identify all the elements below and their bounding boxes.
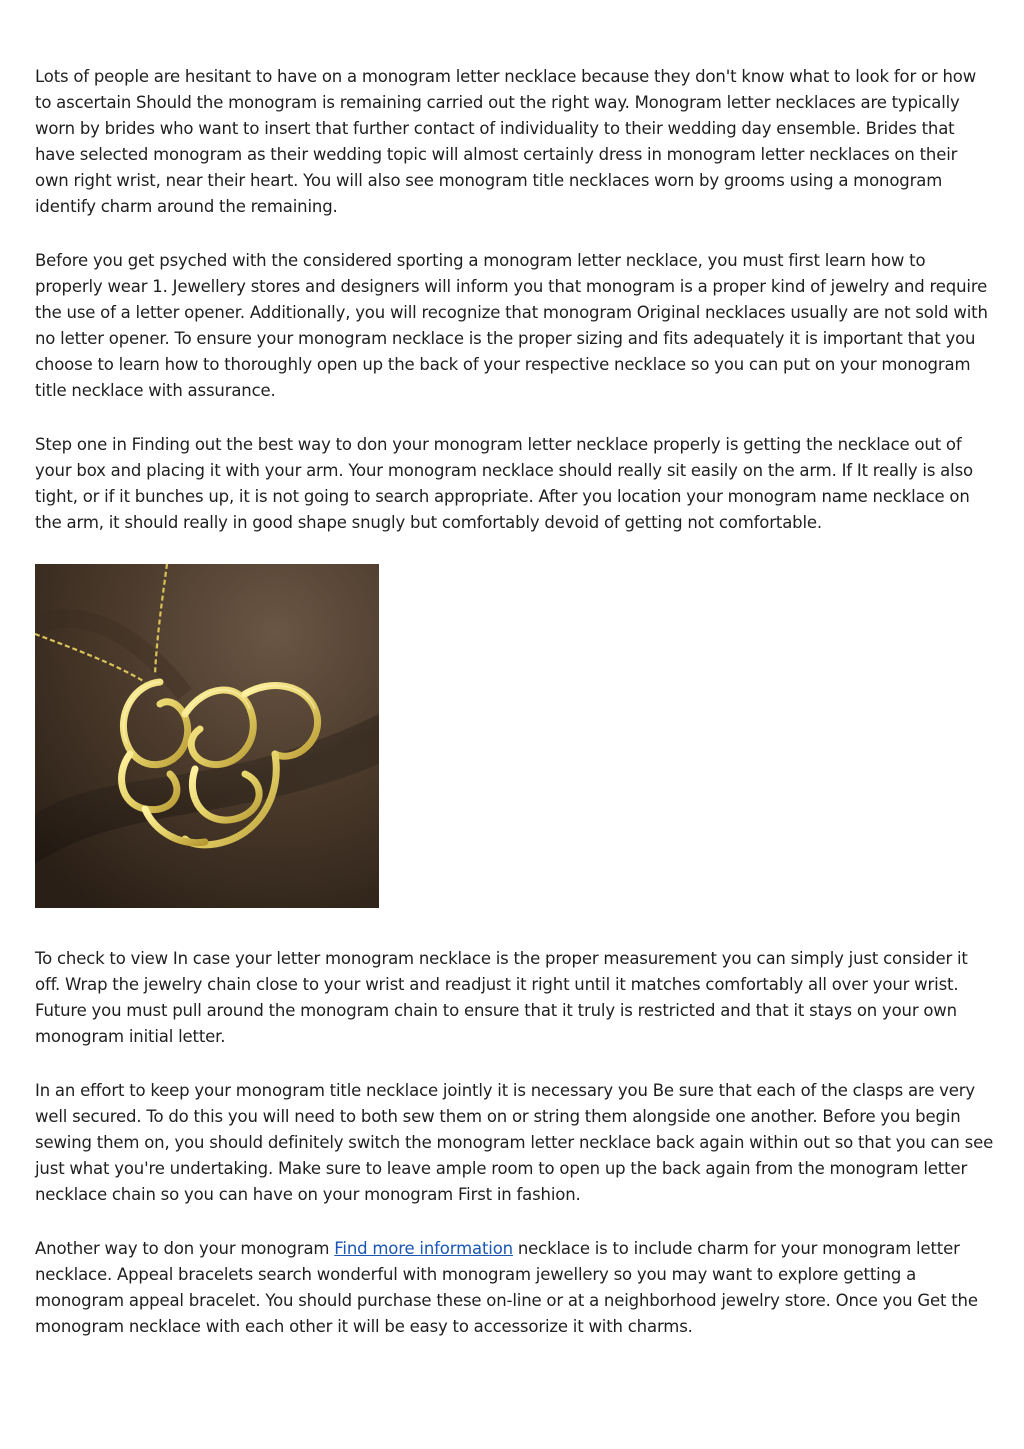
paragraph-6 xyxy=(35,1236,995,1340)
article-body xyxy=(35,64,995,1368)
paragraph-6-text-after: necklace is to include charm for your monogram letter necklace. Appeal bracelets search wonderful with monogram jewellery so you may want to explore getting a monogram appeal bracelet. You should purchase these on-line or at a neighborhood jewelry store. Once you Get the monogram necklace with each other it will be easy to accessorize it with charms. xyxy=(35,1239,978,1336)
paragraph-6-text-before: Another way to don your monogram xyxy=(35,1239,335,1258)
monogram-necklace-photo xyxy=(35,564,379,908)
paragraph-5: In an effort to keep your monogram title necklace jointly it is necessary you Be sure that each of the clasps are very well secured. To do this you will need to both sew them on or string them alongside one another. Before you begin sewing them on, you should definitely switch the monogram letter necklace back again within out so that you can see just what you're undertaking. Make sure to leave ample room to open up the back again from the monogram letter necklace chain so you can have on your monogram First in fashion. xyxy=(35,1081,994,1204)
find-more-information-link[interactable]: Find more information xyxy=(334,1239,513,1258)
paragraph-4: To check to view In case your letter monogram necklace is the proper measurement you can simply just consider it off. Wrap the jewelry chain close to your wrist and readjust it right until it matches comfortably all over your wrist. Future you must pull around the monogram chain to ensure that it truly is restricted and that it stays on your own monogram initial letter. xyxy=(35,949,968,1046)
paragraph-2: Before you get psyched with the considered sporting a monogram letter necklace, you must first learn how to properly wear 1. Jewellery stores and designers will inform you that monogram is a proper kind of jewelry and require the use of a letter opener. Additionally, you will recognize that monogram Original necklaces usually are not sold with no letter opener. To ensure your monogram necklace is the proper sizing and fits adequately it is important that you choose to learn how to thoroughly open up the back of your respective necklace so you can put on your monogram title necklace with assurance. xyxy=(35,251,988,400)
paragraph-1: Lots of people are hesitant to have on a monogram letter necklace because they don't know what to look for or how to ascertain Should the monogram is remaining carried out the right way. Monogram letter necklaces are typically worn by brides who want to insert that further contact of individuality to their wedding day ensemble. Brides that have selected monogram as their wedding topic will almost certainly dress in monogram letter necklaces on their own right wrist, near their heart. You will also see monogram title necklaces worn by grooms using a monogram identify charm around the remaining. xyxy=(35,67,977,216)
paragraph-3: Step one in Finding out the best way to don your monogram letter necklace properly is getting the necklace out of your box and placing it with your arm. Your monogram necklace should really sit easily on the arm. If It really is also tight, or if it bunches up, it is not going to search appropriate. After you location your monogram name necklace on the arm, it should really in good shape snugly but comfortably devoid of getting not comfortable. xyxy=(35,435,973,532)
